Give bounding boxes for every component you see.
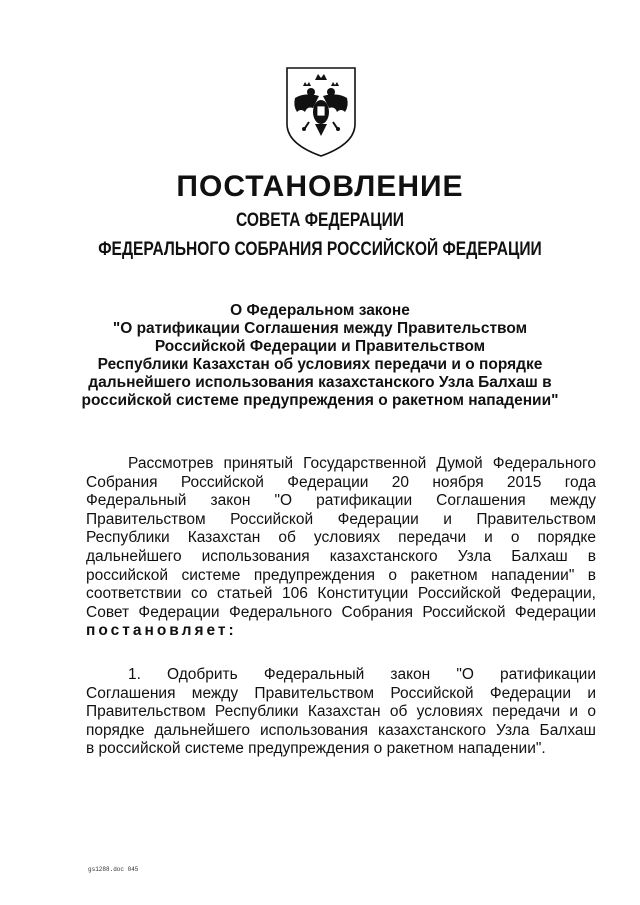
law-heading-line: О Федеральном законе xyxy=(230,302,410,319)
paragraph-line: дальнейшего использования казахстанского Узла Балхаш в xyxy=(86,547,596,565)
document-code: gs1288.doc 045 xyxy=(88,866,139,873)
law-heading-line: дальнейшего использования казахстанского Узла Балхаш в xyxy=(88,374,552,391)
paragraph-line: 1. Одобрить Федеральный закон "О ратификации xyxy=(128,666,596,683)
paragraph-line: в российской системе предупреждения о ракетном нападении". xyxy=(86,740,546,758)
law-heading xyxy=(80,302,560,410)
resolve-word: постановляет: xyxy=(86,622,237,640)
issuer-line-2: ФЕДЕРАЛЬНОГО СОБРАНИЯ РОССИЙСКОЙ ФЕДЕРАЦИИ xyxy=(98,239,542,260)
paragraph-line: соответствии со статьей 106 Конституции Российской Федерации, xyxy=(86,585,596,603)
law-heading-line: Российской Федерации и Правительством xyxy=(154,338,486,355)
paragraph-line: Республики Казахстан об условиях передачи и о порядке xyxy=(86,529,596,547)
paragraph-line: Федеральный закон "О ратификации Соглашения между xyxy=(86,492,596,510)
paragraph-line: Правительством Российской Федерации и Правительством xyxy=(86,510,596,528)
law-heading-line: российской системе предупреждения о ракетном нападении" xyxy=(81,392,559,409)
item-1-paragraph xyxy=(86,666,596,759)
document-title: ПОСТАНОВЛЕНИЕ xyxy=(176,170,464,203)
paragraph-line: российской системе предупреждения о ракетном нападении" в xyxy=(86,566,596,584)
law-heading-line: "О ратификации Соглашения между Правительством xyxy=(112,320,528,337)
paragraph-line: Соглашения между Правительством Российской Федерации и xyxy=(86,684,596,702)
issuer-line-1: СОВЕТА ФЕДЕРАЦИИ xyxy=(236,210,404,231)
coat-of-arms-emblem xyxy=(283,66,359,158)
paragraph-line: Совет Федерации Федерального Собрания Российской Федерации xyxy=(86,603,596,621)
double-headed-eagle-icon xyxy=(283,66,359,158)
paragraph-line: Правительством Республики Казахстан об условиях передачи и о xyxy=(86,703,596,721)
paragraph-line: Рассмотрев принятый Государственной Думой Федерального xyxy=(128,455,596,472)
paragraph-line: порядке дальнейшего использования казахстанского Узла Балхаш xyxy=(86,721,596,739)
preamble-paragraph xyxy=(86,455,596,641)
law-heading-line: Республики Казахстан об условиях передачи и о порядке xyxy=(97,356,543,373)
paragraph-line: Собрания Российской Федерации 20 ноября 2015 года xyxy=(86,473,596,491)
